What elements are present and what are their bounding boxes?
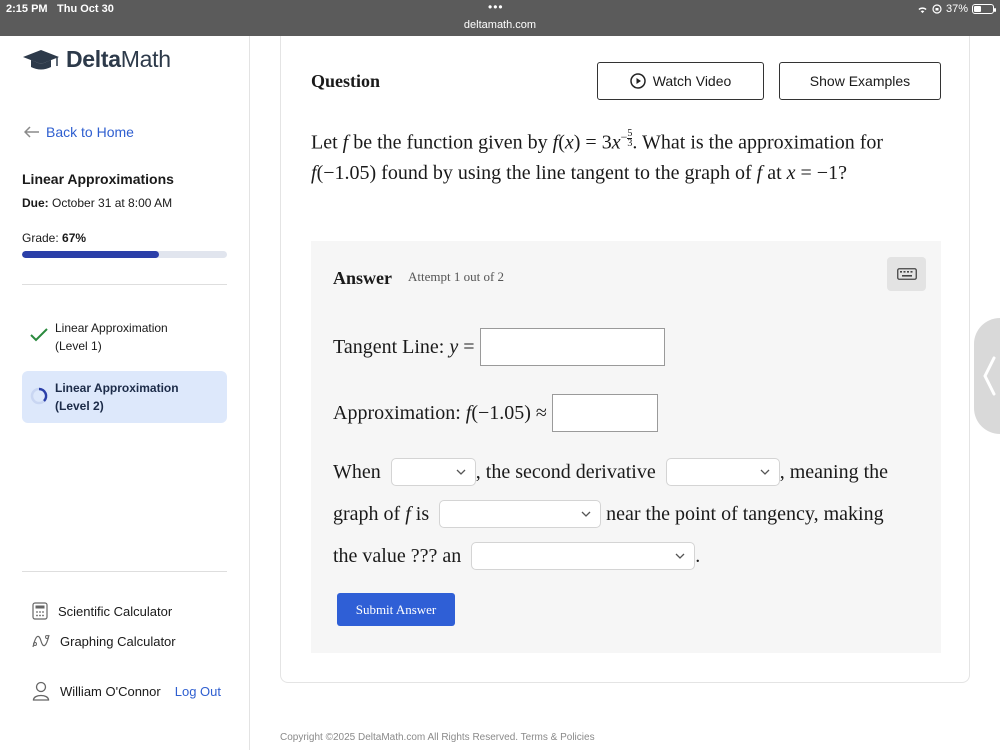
sidebar [0,36,250,750]
user-name: William O'Connor [60,683,161,699]
battery-icon [972,4,994,14]
tangent-line-row: Tangent Line: y = [333,328,665,366]
watch-video-button[interactable] [597,62,764,100]
when-dropdown[interactable] [391,458,476,486]
chevron-left-icon [982,356,996,396]
question-text: Let f be the function given by $f(x) = 3x^{- \frac{5}{3}}$ . What is the approximation for f(−1.05) found by using the line tangent to the graph of f at x = −1? [311,127,884,184]
concavity-dropdown[interactable] [439,500,601,528]
chevron-down-icon [580,508,592,520]
watch-video-label: Watch Video [652,73,732,89]
due-date: Due: October 31 at 8:00 AM [22,196,173,210]
status-date: Thu Oct 30 [57,3,114,15]
sidebar-item-level-1[interactable]: Linear Approximation (Level 1) [22,319,227,359]
sentence-line-2: graph of f is near the point of tangency, making [333,500,884,528]
sidebar-item-level-2[interactable]: Linear Approximation (Level 2) [22,371,227,423]
second-derivative-dropdown[interactable] [666,458,780,486]
deltamath-logo[interactable] [22,46,171,73]
footer [280,732,595,743]
answer-panel [311,241,941,653]
back-label: Back to Home [46,124,134,140]
play-circle-icon [630,73,646,89]
checkmark-icon [30,328,48,342]
logout-link[interactable]: Log Out [174,683,221,699]
chevron-down-icon [674,550,686,562]
logo-text: DeltaMath [66,46,171,72]
chevron-down-icon [455,466,467,478]
copyright-text: Copyright ©2025 DeltaMath.com All Rights Reserved. [280,732,519,743]
sentence-line-3: the value ??? an . [333,542,700,570]
scientific-calculator-label: Scientific Calculator [58,603,173,619]
keyboard-button[interactable] [887,257,926,291]
user-icon [32,681,50,701]
side-panel-handle[interactable] [974,318,1000,434]
approximation-row: Approximation: f (−1.05) ≈ [333,394,658,432]
progress-ring-icon [30,387,48,405]
orientation-lock-icon [932,4,942,14]
approximation-label: Approximation: [333,401,461,424]
graphing-calculator-link[interactable] [32,632,176,650]
attempt-counter: Attempt 1 out of 2 [408,269,505,284]
graph-icon [32,632,50,650]
status-time: 2:15 PM [6,3,48,15]
tangent-line-input[interactable] [480,328,665,366]
chevron-down-icon [759,466,771,478]
approximation-input[interactable] [552,394,658,432]
user-section [32,681,221,701]
graduation-cap-icon [22,48,60,72]
graphing-calculator-label: Graphing Calculator [60,633,176,649]
wifi-icon [917,5,928,14]
back-to-home-link[interactable] [24,124,134,140]
scientific-calculator-link[interactable] [32,602,172,620]
sentence-line-1: When , the second derivative , meaning the [333,458,888,486]
submit-answer-button[interactable]: Submit Answer [337,593,455,626]
url-bar[interactable]: deltamath.com [463,19,537,31]
estimate-type-dropdown[interactable] [471,542,695,570]
keyboard-icon [897,268,917,280]
arrow-left-icon [24,126,40,138]
calculator-icon [32,602,48,620]
multitask-dots[interactable]: ••• [488,0,504,14]
question-heading: Question [311,71,381,91]
show-examples-label: Show Examples [809,73,911,89]
tangent-line-label: Tangent Line: [333,335,445,358]
divider [22,571,227,572]
status-right [917,3,994,15]
status-bar [0,0,1000,36]
answer-heading: Answer [333,268,392,288]
divider [22,284,227,285]
show-examples-button[interactable] [779,62,941,100]
question-card [280,36,970,683]
grade-progress-bar [22,251,227,258]
assignment-title: Linear Approximations [22,171,174,187]
grade-text: Grade: 67% [22,231,87,245]
battery-percent: 37% [945,3,968,15]
terms-link[interactable]: Terms & Policies [520,732,595,743]
